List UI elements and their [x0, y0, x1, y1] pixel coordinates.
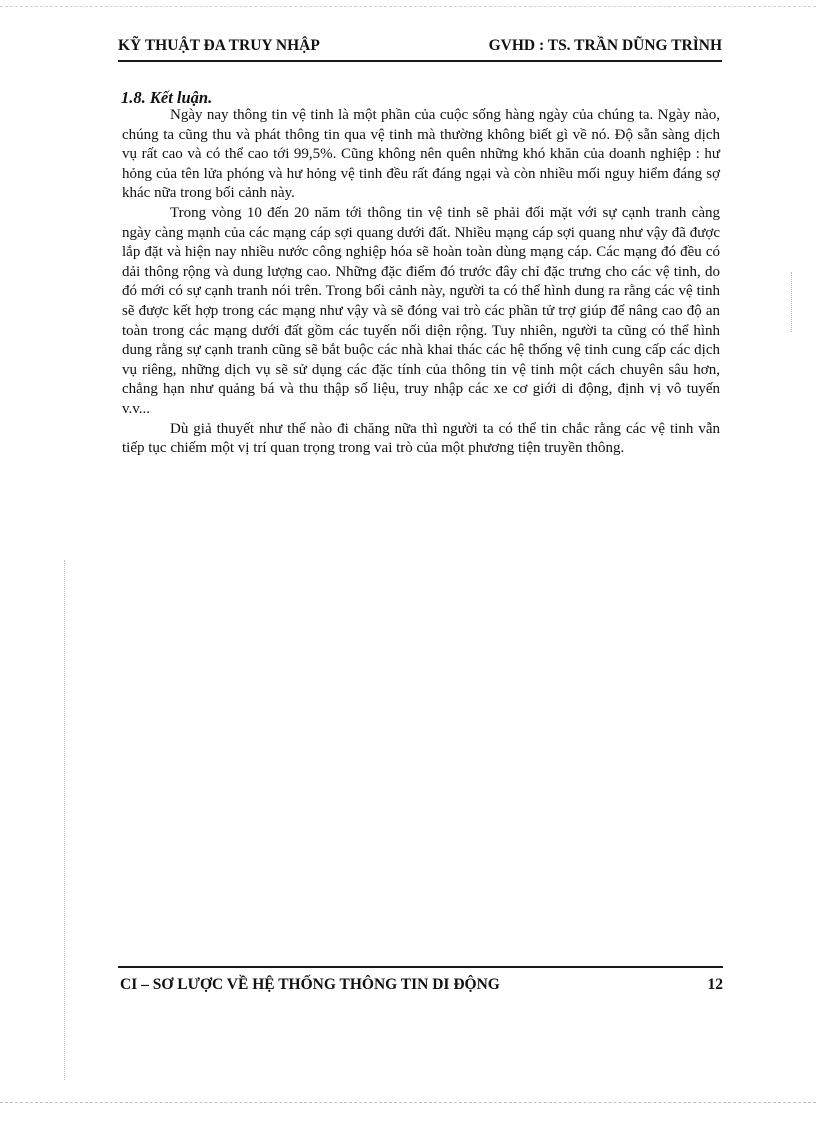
header-supervisor: GVHD : TS. TRẦN DŨNG TRÌNH	[488, 37, 722, 54]
scan-margin-marks-right	[791, 272, 792, 332]
paragraph: Ngày nay thông tin vệ tinh là một phần của cuộc sống hàng ngày của chúng ta. Ngày nào, chúng ta cũng thu và phát thông tin qua vệ tinh mà thường không biết gì về nó. Độ sẵn sàng dịch vụ rất cao và có thể cao tới 99,5%. Cũng không nên quên những khó khăn của doanh nghiệp : hư hỏng của tên lửa phóng và hư hỏng vệ tinh đều rất đáng ngại và còn nhiều mối nguy hiểm đáng sợ khác nữa trong bối cảnh này.	[122, 107, 720, 202]
footer-chapter-title: CI – SƠ LƯỢC VỀ HỆ THỐNG THÔNG TIN DI ĐỘNG	[120, 976, 500, 993]
paragraph: Dù giả thuyết như thế nào đi chăng nữa thì người ta có thể tin chắc rằng các vệ tinh vẫn tiếp tục chiếm một vị trí quan trọng trong vai trò của một phương tiện truyền thông.	[122, 420, 720, 457]
paragraph: Trong vòng 10 đến 20 năm tới thông tin vệ tinh sẽ phải đối mặt với sự cạnh tranh càng ngày càng mạnh của các mạng cáp sợi quang dưới đất. Nhiều mạng cáp sợi quang như vậy đã được lắp đặt và hiện nay nhiều nước công nghiệp hóa sẽ hoàn toàn dùng mạng cáp. Các mạng đó đều có dải thông rộng và dung lượng cao. Những đặc điểm đó trước đây chỉ đặc trưng cho các vệ tinh, do đó mới có sự cạnh tranh nói trên. Trong bối cảnh này, người ta có thể hình dung ra rằng các vệ tinh sẽ được kết hợp trong các mạng như vậy và sẽ đóng vai trò các phần tử trợ giúp để nâng cao độ an toàn trong các mạng dưới đất gồm các tuyến nối diện rộng. Tuy nhiên, người ta cũng có thể hình dung rằng sự cạnh tranh cũng sẽ bắt buộc các nhà khai thác các hệ thống vệ tinh cung cấp các dịch vụ riêng, những dịch vụ sẽ sử dụng các đặc tính của thông tin vệ tinh một cách chuyên sâu hơn, chẳng hạn như quảng bá và thu thập số liệu, truy nhập các xe cơ giới di động, định vị vô tuyến v.v...	[122, 204, 720, 417]
scan-edge-bottom	[0, 1102, 816, 1104]
page-number: 12	[707, 976, 723, 993]
page-footer	[118, 966, 723, 996]
page-header	[118, 36, 722, 62]
body-text	[122, 106, 720, 459]
scan-margin-marks-left	[64, 560, 65, 1080]
header-course-title: KỸ THUẬT ĐA TRUY NHẬP	[118, 37, 320, 54]
scan-edge-top	[0, 6, 816, 8]
section-title: 1.8. Kết luận.	[121, 88, 213, 107]
